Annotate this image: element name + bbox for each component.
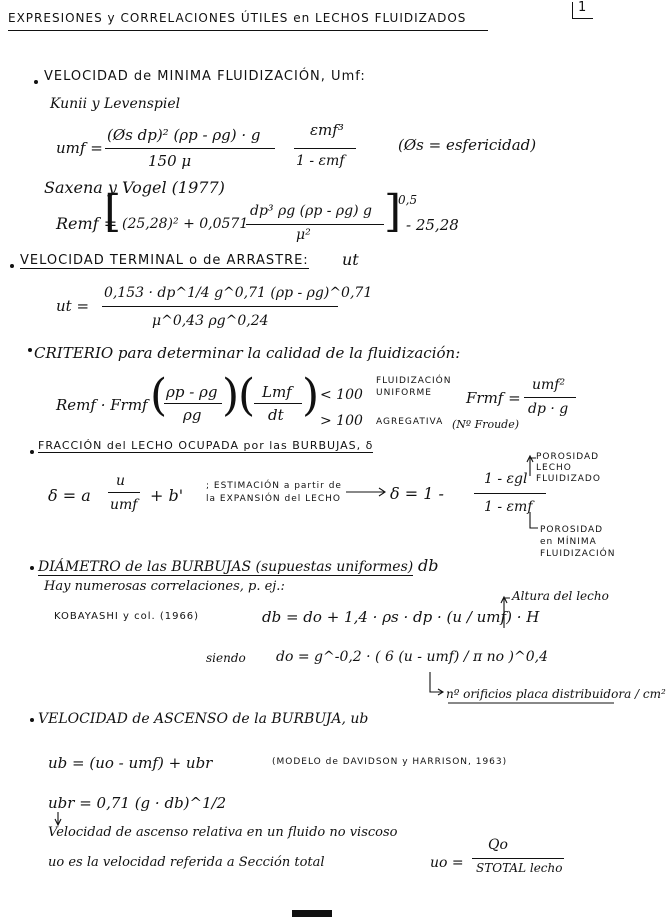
- eps-numerator: εmf³: [310, 121, 344, 139]
- ut-heading: VELOCIDAD TERMINAL o de ARRASTRE:: [20, 253, 309, 268]
- criterio-heading: CRITERIO para determinar la calidad de la fluidización:: [34, 344, 461, 362]
- agregativa-label: AGREGATIVA: [376, 417, 444, 427]
- remf-lhs: Remf =: [56, 214, 118, 233]
- l-numerator: Lmf: [262, 383, 292, 401]
- remf-denominator: μ²: [296, 227, 311, 243]
- orifice-note: nº orificios placa distribuidora / cm²: [446, 687, 666, 701]
- porosity-top-note: POROSIDAD LECHO FLUIDIZADO: [536, 452, 601, 484]
- db-symbol: db: [418, 556, 439, 575]
- do-equation: do = g^-0,2 · ( 6 (u - umf) / π no )^0,4: [276, 649, 548, 665]
- criterio-lhs: Remf · Frmf: [56, 396, 148, 414]
- remf-exponent: 0,5: [398, 193, 418, 207]
- right-bracket: ]: [384, 186, 402, 237]
- froude-lhs: Frmf =: [466, 389, 521, 407]
- remf-bracket-a: (25,28)² + 0,0571: [122, 216, 249, 232]
- left-bracket: [: [104, 186, 122, 237]
- expansion-note: ; ESTIMACIÓN a partir de la EXPANSIÓN del LECHO: [206, 481, 342, 505]
- right-paren: ): [222, 370, 240, 421]
- remf-tail: - 25,28: [406, 216, 459, 234]
- page-title: EXPRESIONES y CORRELACIONES ÚTILES en LECHOS FLUIDIZADOS: [8, 11, 467, 25]
- ubr-equation: ubr = 0,71 (g · db)^1/2: [48, 794, 227, 812]
- delta-u-den: umf: [110, 497, 138, 513]
- ub-heading: VELOCIDAD de ASCENSO de la BURBUJA, ub: [38, 711, 369, 727]
- ratio-denominator: ρg: [183, 406, 202, 424]
- umf-lhs: umf =: [56, 139, 103, 157]
- ut-lhs: ut =: [56, 297, 90, 315]
- saxena-ref: Saxena y Vogel (1977): [44, 178, 225, 197]
- remf-numerator: dp³ ρg (ρp - ρg) g: [250, 203, 372, 219]
- delta-rhs: δ = 1 -: [390, 484, 444, 503]
- ubr-description: Velocidad de ascenso relativa en un fluido no viscoso: [48, 825, 398, 840]
- eps-denominator: 1 - εmf: [296, 153, 345, 169]
- umf-denominator: 150 μ: [148, 152, 192, 170]
- uniform-label: FLUIDIZACIÓN UNIFORME: [376, 376, 452, 398]
- uo-numerator: Qo: [488, 837, 508, 853]
- right-paren: ): [302, 370, 320, 421]
- uo-denominator: STOTAL lecho: [476, 861, 563, 875]
- kobayashi-ref: KOBAYASHI y col. (1966): [54, 611, 200, 622]
- delta-tail: + b': [150, 486, 184, 505]
- gt-100: > 100: [320, 413, 363, 429]
- ut-symbol: ut: [342, 250, 359, 269]
- page-number: 1: [578, 0, 587, 15]
- delta-r-num: 1 - εgl: [484, 471, 528, 487]
- delta-u-num: u: [116, 473, 126, 489]
- sphericity-note: (Øs = esfericidad): [398, 136, 537, 154]
- ratio-numerator: ρp - ρg: [166, 383, 218, 401]
- height-note: Altura del lecho: [512, 589, 609, 603]
- delta-r-den: 1 - εmf: [484, 499, 533, 515]
- umf-heading: VELOCIDAD de MINIMA FLUIDIZACIÓN, Umf:: [44, 69, 366, 84]
- uo-lhs: uo =: [430, 855, 464, 871]
- uo-text: uo es la velocidad referida a Sección total: [48, 855, 325, 870]
- delta-lhs: δ = a: [48, 486, 91, 505]
- siendo-label: siendo: [206, 651, 246, 665]
- ut-denominator: μ^0,43 ρg^0,24: [152, 313, 269, 329]
- kunii-ref: Kunii y Levenspiel: [50, 96, 181, 112]
- left-paren: (: [150, 370, 168, 421]
- l-denominator: dt: [268, 406, 284, 424]
- delta-heading: FRACCIÓN del LECHO OCUPADA por las BURBUJAS, δ: [38, 439, 374, 452]
- umf-numerator: (Øs dp)² (ρp - ρg) · g: [107, 126, 261, 144]
- db-intro: Hay numerosas correlaciones, p. ej.:: [44, 579, 285, 594]
- froude-numerator: umf²: [532, 377, 566, 393]
- porosity-bottom-note: POROSIDAD en MÍNIMA FLUIDIZACIÓN: [540, 525, 616, 560]
- lt-100: < 100: [320, 387, 363, 403]
- ut-numerator: 0,153 · dp^1/4 g^0,71 (ρp - ρg)^0,71: [104, 285, 373, 301]
- db-equation: db = do + 1,4 · ρs · dp · (u / umf) · H: [262, 608, 540, 626]
- ub-equation: ub = (uo - umf) + ubr: [48, 754, 213, 772]
- froude-denominator: dp · g: [528, 401, 569, 417]
- davidson-model: (MODELO de DAVIDSON y HARRISON, 1963): [272, 757, 508, 767]
- left-paren: (: [238, 370, 256, 421]
- froude-note: (Nº Froude): [452, 418, 520, 431]
- db-heading: DIÁMETRO de las BURBUJAS (supuestas uniformes): [38, 559, 414, 575]
